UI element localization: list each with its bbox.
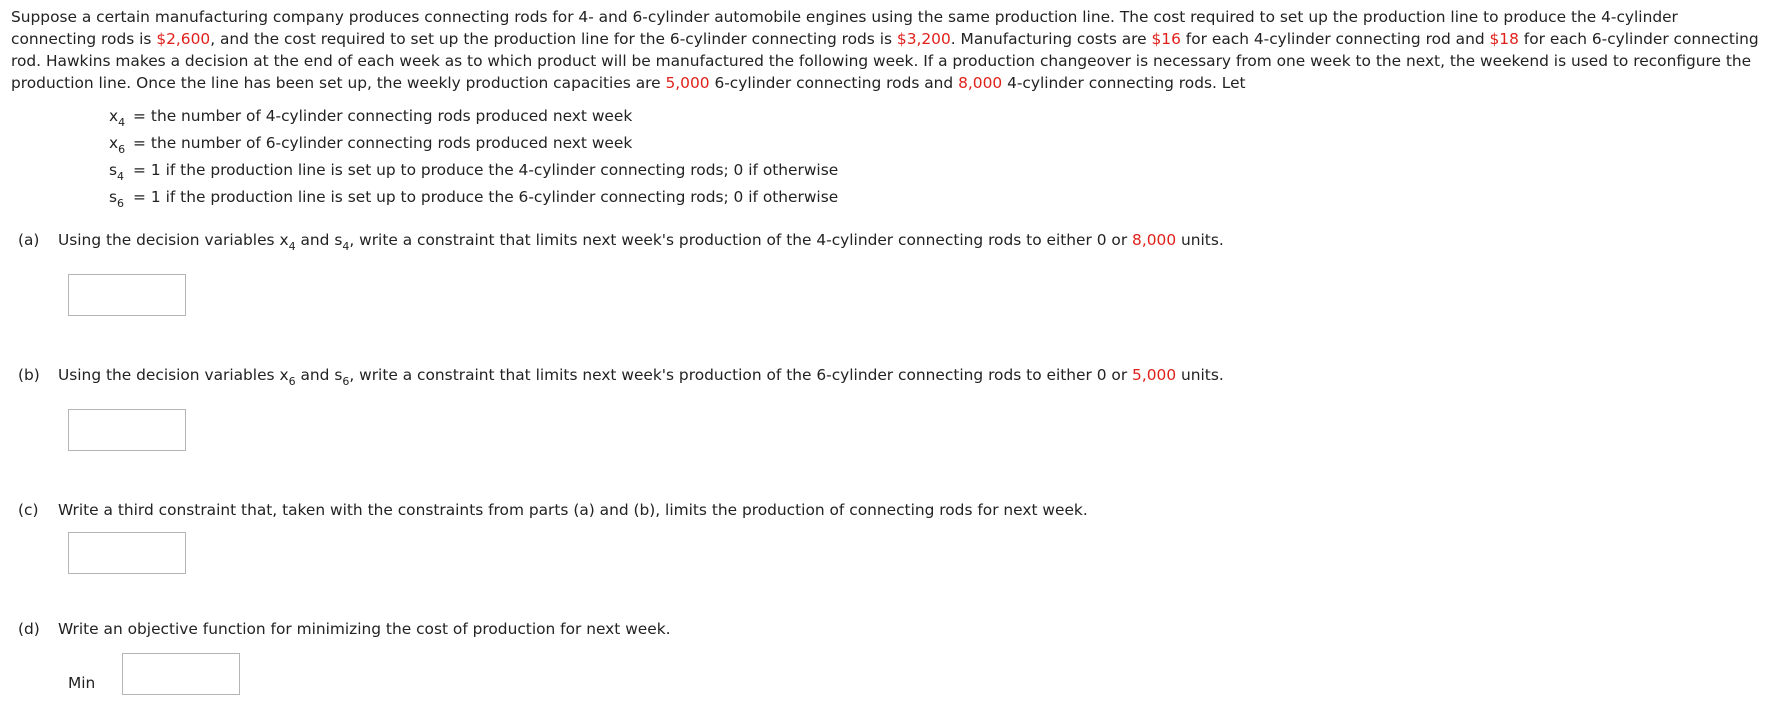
definition-text: the number of 4-cylinder connecting rods produced next week: [150, 107, 633, 125]
min-label: Min: [68, 674, 96, 692]
part-c-question: [18, 499, 1765, 521]
definition-x4: [109, 103, 1765, 130]
definition-text: the number of 6-cylinder connecting rods produced next week: [150, 134, 633, 152]
answer-input-c[interactable]: [68, 532, 186, 574]
capacity-6: 5,000: [665, 74, 710, 92]
definition-s6: [109, 184, 1765, 211]
part-a-question: [18, 229, 1765, 258]
capacity-value: 8,000: [1132, 231, 1177, 249]
variable-symbol: $s_4$: [109, 161, 125, 183]
intro-text: 4-cylinder connecting rods. Let: [1002, 74, 1246, 92]
definition-text: 1 if the production line is set up to produce the 6-cylinder connecting rods; 0 if otherwise: [150, 188, 839, 206]
question-text: Write an objective function for minimizing the cost of production for next week.: [58, 620, 671, 638]
setup-cost-6: $3,200: [896, 30, 951, 48]
intro-text: for each 4-cylinder connecting rod and: [1180, 30, 1490, 48]
definition-text: 1 if the production line is set up to produce the 4-cylinder connecting rods; 0 if otherwise: [150, 161, 839, 179]
intro-text: for each 6-cylinder connecting rod. Hawkins makes a decision at the end of each week as to which product will be manufactured the following week. If a production changeover is necessary from one week to the next, the weekend is used to reconfigure the production line. Once the line has been set up, the weekly production capacities are: [11, 30, 1759, 92]
problem-intro: [11, 6, 1765, 94]
question-text: Using the decision variables $x_4$ and $s_4$, write a constraint that limits next week's production of the 4-cylinder connecting rods to either 0 or 8,000 units.: [58, 231, 1224, 253]
part-label: (c): [18, 501, 39, 519]
variable-symbol: $x_4$: [109, 107, 126, 129]
answer-input-a[interactable]: [68, 274, 186, 316]
intro-text: 6-cylinder connecting rods and: [709, 74, 959, 92]
variable-definitions: [109, 103, 1765, 211]
part-label: (a): [18, 231, 40, 249]
question-text: Write a third constraint that, taken with the constraints from parts (a) and (b), limits the production of connecting rods for next week.: [58, 501, 1088, 519]
equals-sign: =: [133, 188, 146, 206]
equals-sign: =: [133, 161, 146, 179]
part-a: [18, 229, 1765, 316]
objective-row: [68, 653, 1765, 695]
part-b: [18, 364, 1765, 451]
equals-sign: =: [133, 134, 146, 152]
answer-input-d[interactable]: [122, 653, 240, 695]
part-label: (d): [18, 620, 40, 638]
capacity-4: 8,000: [958, 74, 1003, 92]
unit-cost-6: $18: [1489, 30, 1519, 48]
part-d: [18, 618, 1765, 695]
variable-symbol: $s_6$: [109, 188, 125, 210]
variable-symbol: $x_6$: [109, 134, 126, 156]
definition-s4: [109, 157, 1765, 184]
question-text: Using the decision variables $x_6$ and $s_6$, write a constraint that limits next week's production of the 6-cylinder connecting rods to either 0 or 5,000 units.: [58, 366, 1224, 388]
setup-cost-4: $2,600: [156, 30, 211, 48]
definition-x6: [109, 130, 1765, 157]
part-d-question: [18, 618, 1765, 640]
part-b-question: [18, 364, 1765, 393]
equals-sign: =: [133, 107, 146, 125]
intro-text: Suppose a certain manufacturing company produces connecting rods for 4- and 6-cylinder automobile engines using the same production line. The cost required to set up the production line to produce the 4-cylinder connecting rods is: [11, 8, 1678, 48]
intro-text: , and the cost required to set up the production line for the 6-cylinder connecting rods is: [210, 30, 897, 48]
intro-text: . Manufacturing costs are: [950, 30, 1152, 48]
unit-cost-4: $16: [1151, 30, 1181, 48]
capacity-value: 5,000: [1132, 366, 1177, 384]
part-c: [18, 499, 1765, 574]
part-label: (b): [18, 366, 40, 384]
answer-input-b[interactable]: [68, 409, 186, 451]
